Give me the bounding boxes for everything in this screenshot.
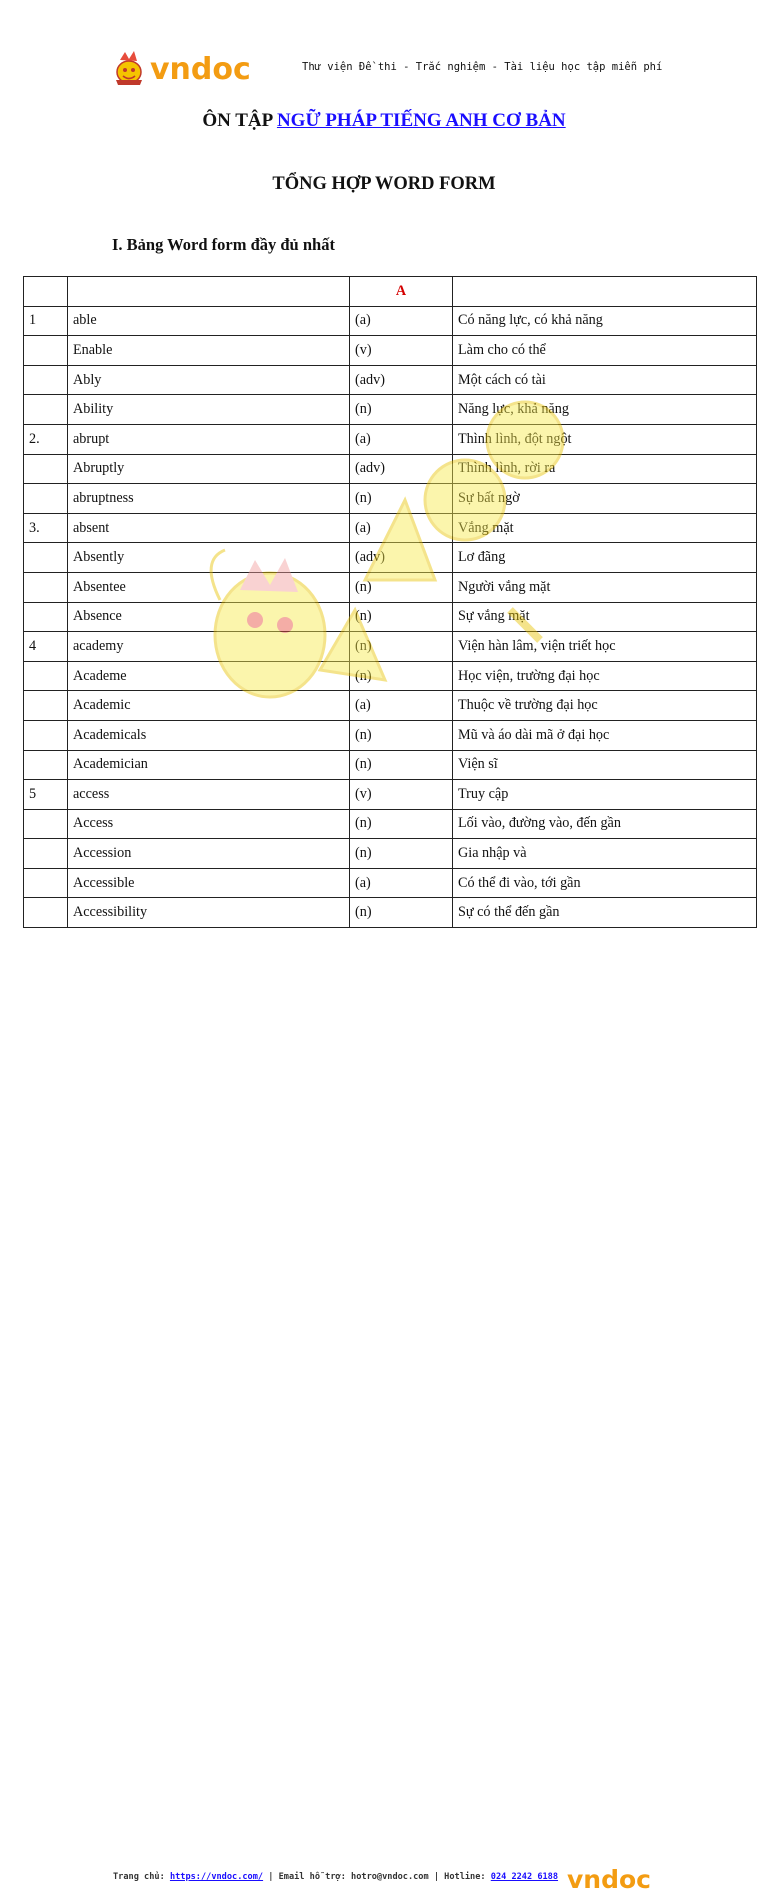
entry-number: 5 (24, 780, 68, 810)
logo-wordmark: vndoc (150, 52, 251, 87)
word-cell: Accessible (68, 868, 350, 898)
entry-number (24, 691, 68, 721)
cell-blank (24, 277, 68, 307)
part-of-speech-cell: (n) (350, 661, 453, 691)
page-header (0, 0, 768, 100)
word-cell: Absence (68, 602, 350, 632)
table-row (24, 395, 757, 425)
part-of-speech-cell: (n) (350, 839, 453, 869)
word-cell: abruptness (68, 484, 350, 514)
footer-email: | Email hỗ trợ: hotro@vndoc.com | Hotline: (268, 1872, 486, 1882)
meaning-cell: Thình lình, đột ngột (453, 424, 757, 454)
table-row (24, 365, 757, 395)
table-row (24, 572, 757, 602)
part-of-speech-cell: (a) (350, 868, 453, 898)
entry-number (24, 868, 68, 898)
part-of-speech-cell: (a) (350, 306, 453, 336)
word-cell: Accessibility (68, 898, 350, 928)
table-row (24, 691, 757, 721)
meaning-cell: Gia nhập và (453, 839, 757, 869)
part-of-speech-cell: (a) (350, 691, 453, 721)
meaning-cell: Có năng lực, có khả năng (453, 306, 757, 336)
word-cell: Ability (68, 395, 350, 425)
table-letter-row (24, 277, 757, 307)
meaning-cell: Sự có thể đến gần (453, 898, 757, 928)
table-row (24, 720, 757, 750)
entry-number (24, 898, 68, 928)
word-cell: Access (68, 809, 350, 839)
table-row (24, 898, 757, 928)
word-cell: able (68, 306, 350, 336)
grammar-link[interactable]: NGỮ PHÁP TIẾNG ANH CƠ BẢN (276, 110, 566, 131)
part-of-speech-cell: (n) (350, 809, 453, 839)
entry-number (24, 661, 68, 691)
table-row (24, 454, 757, 484)
site-tagline: Thư viện Đề thi - Trắc nghiệm - Tài liệu học tập miễn phí (302, 61, 663, 73)
word-cell: access (68, 780, 350, 810)
word-cell: Abruptly (68, 454, 350, 484)
footer-vndoc-logo[interactable] (567, 1862, 659, 1896)
entry-number (24, 454, 68, 484)
part-of-speech-cell: (n) (350, 395, 453, 425)
meaning-cell: Thuộc về trường đại học (453, 691, 757, 721)
meaning-cell: Một cách có tài (453, 365, 757, 395)
entry-number (24, 720, 68, 750)
entry-number (24, 750, 68, 780)
entry-number (24, 395, 68, 425)
meaning-cell: Năng lực, khả năng (453, 395, 757, 425)
word-cell: Academician (68, 750, 350, 780)
word-cell: absent (68, 513, 350, 543)
part-of-speech-cell: (n) (350, 898, 453, 928)
entry-number (24, 572, 68, 602)
part-of-speech-cell: (a) (350, 424, 453, 454)
meaning-cell: Làm cho có thể (453, 336, 757, 366)
meaning-cell: Lơ đãng (453, 543, 757, 573)
part-of-speech-cell: (a) (350, 513, 453, 543)
entry-number: 1 (24, 306, 68, 336)
mascot-icon (116, 51, 142, 85)
part-of-speech-cell: (n) (350, 750, 453, 780)
table-row (24, 839, 757, 869)
table-row (24, 632, 757, 662)
meaning-cell: Mũ và áo dài mã ở đại học (453, 720, 757, 750)
title-prefix: ÔN TẬP (202, 110, 273, 131)
vndoc-logo[interactable] (112, 46, 262, 88)
entry-number: 2. (24, 424, 68, 454)
table-row (24, 750, 757, 780)
meaning-cell: Học viện, trường đại học (453, 661, 757, 691)
table-row (24, 336, 757, 366)
entry-number (24, 839, 68, 869)
table-row (24, 424, 757, 454)
meaning-cell: Có thể đi vào, tới gần (453, 868, 757, 898)
letter-heading: A (350, 277, 453, 307)
entry-number (24, 543, 68, 573)
meaning-cell: Viện sĩ (453, 750, 757, 780)
table-row (24, 513, 757, 543)
word-cell: Ably (68, 365, 350, 395)
part-of-speech-cell: (adv) (350, 543, 453, 573)
table-row (24, 484, 757, 514)
entry-number: 4 (24, 632, 68, 662)
meaning-cell: Lối vào, đường vào, đến gần (453, 809, 757, 839)
entry-number (24, 365, 68, 395)
meaning-cell: Sự bất ngờ (453, 484, 757, 514)
meaning-cell: Sự vắng mặt (453, 602, 757, 632)
table-row (24, 780, 757, 810)
page-title (0, 110, 768, 132)
table-row (24, 661, 757, 691)
word-cell: abrupt (68, 424, 350, 454)
meaning-cell: Viện hàn lâm, viện triết học (453, 632, 757, 662)
word-cell: academy (68, 632, 350, 662)
meaning-cell: Truy cập (453, 780, 757, 810)
footer-hotline-link[interactable]: 024 2242 6188 (490, 1872, 559, 1882)
word-cell: Academicals (68, 720, 350, 750)
entry-number: 3. (24, 513, 68, 543)
page-subtitle: TỔNG HỢP WORD FORM (272, 174, 496, 194)
table-row (24, 602, 757, 632)
page-footer (0, 930, 768, 1894)
part-of-speech-cell: (n) (350, 720, 453, 750)
meaning-cell: Thình lình, rời ra (453, 454, 757, 484)
entry-number (24, 484, 68, 514)
word-cell: Enable (68, 336, 350, 366)
table-row (24, 868, 757, 898)
word-cell: Academic (68, 691, 350, 721)
footer-contact (113, 1872, 558, 1882)
section-heading: I. Bảng Word form đầy đủ nhất (112, 235, 335, 254)
footer-home-label: Trang chủ: (113, 1872, 165, 1882)
part-of-speech-cell: (v) (350, 780, 453, 810)
word-form-table (23, 276, 757, 928)
cell-blank (68, 277, 350, 307)
part-of-speech-cell: (adv) (350, 454, 453, 484)
word-cell: Absently (68, 543, 350, 573)
entry-number (24, 336, 68, 366)
part-of-speech-cell: (n) (350, 572, 453, 602)
table-row (24, 543, 757, 573)
part-of-speech-cell: (v) (350, 336, 453, 366)
part-of-speech-cell: (adv) (350, 365, 453, 395)
part-of-speech-cell: (n) (350, 632, 453, 662)
footer-logo-wordmark: vndoc (567, 1865, 651, 1894)
word-cell: Accession (68, 839, 350, 869)
cell-blank (453, 277, 757, 307)
word-cell: Absentee (68, 572, 350, 602)
entry-number (24, 602, 68, 632)
meaning-cell: Vắng mặt (453, 513, 757, 543)
footer-home-link[interactable]: https://vndoc.com/ (169, 1872, 264, 1882)
word-cell: Academe (68, 661, 350, 691)
entry-number (24, 809, 68, 839)
part-of-speech-cell: (n) (350, 602, 453, 632)
table-row (24, 306, 757, 336)
part-of-speech-cell: (n) (350, 484, 453, 514)
table-row (24, 809, 757, 839)
meaning-cell: Người vắng mặt (453, 572, 757, 602)
